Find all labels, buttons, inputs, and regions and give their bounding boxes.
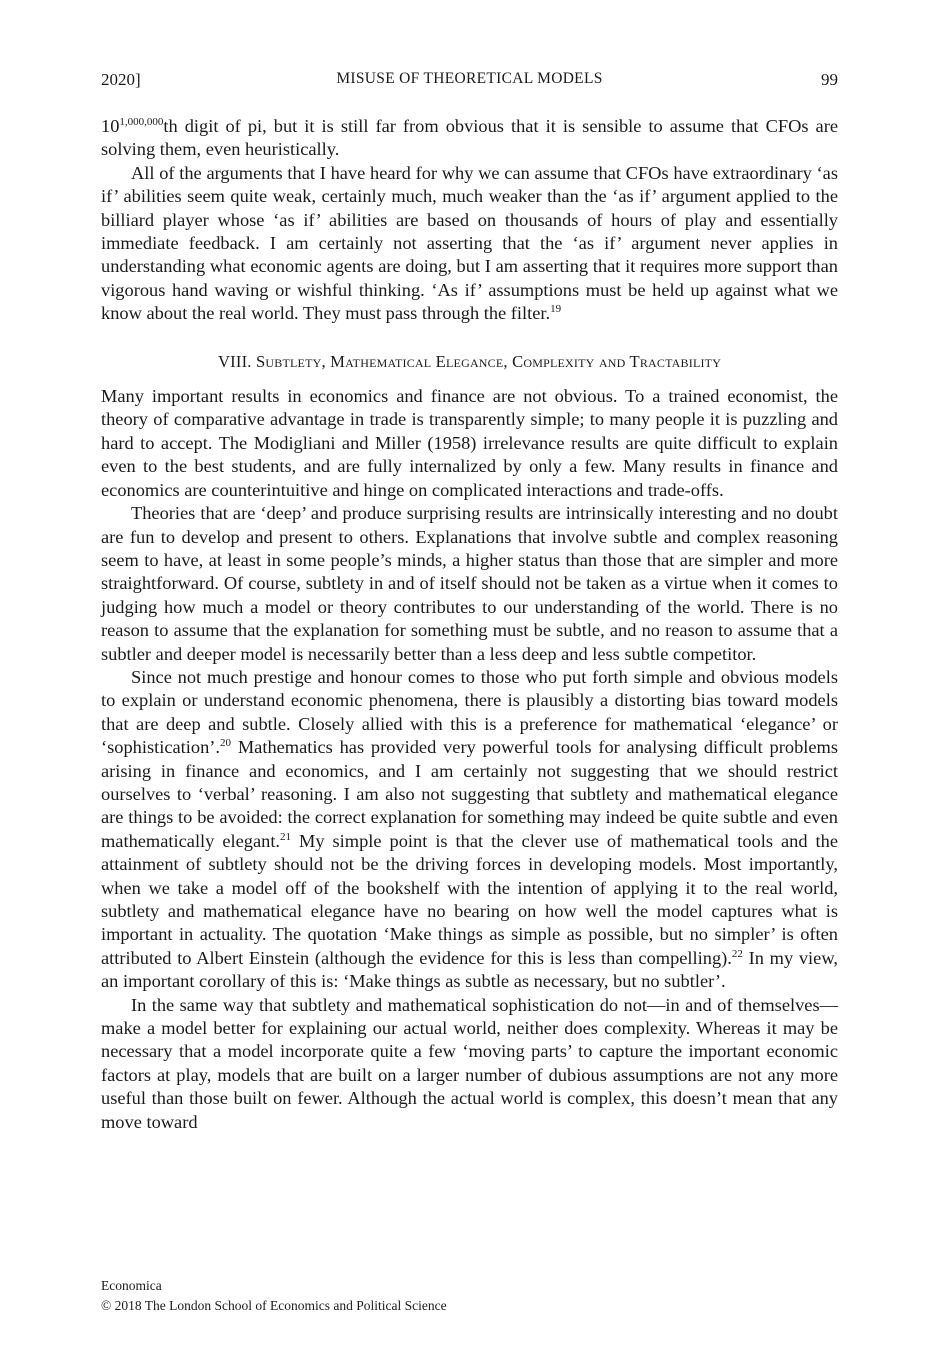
section-number: VIII.	[217, 351, 256, 371]
section-heading	[101, 350, 838, 373]
paragraph-text: th digit of pi, but it is still far from obvious that it is sensible to assume that CFOs are solving them, even heuristically.	[101, 116, 838, 160]
paragraph	[101, 162, 838, 326]
paragraph	[101, 385, 838, 502]
paragraph	[101, 994, 838, 1134]
journal-name: Economica	[101, 1278, 162, 1293]
paragraph-text: Since not much prestige and honour comes to those who put forth simple and obvious models to explain or understand economic phenomena, there is plausibly a distorting bias toward models that are deep and subtle. Closely allied with this is a preference for mathematical ‘elegance’ or ‘sophistication’.	[101, 666, 838, 758]
footnote-ref-20: 20	[220, 737, 232, 750]
paragraph-text: In the same way that subtlety and mathematical sophistication do not—in and of themselves—make a model better for explaining our actual world, neither does complexity. Whereas it may be necessary that a model incorporate quite a few ‘moving parts’ to capture the important economic factors at play, models that are built on a larger number of dubious assumptions are not any more useful than those built on fewer. Although the actual world is complex, this doesn’t mean that any move toward	[101, 994, 838, 1132]
paragraph-text: Theories that are ‘deep’ and produce surprising results are intrinsically interesting and no doubt are fun to develop and present to others. Explanations that involve subtle and complex reasoning seem to have, at least in some people’s minds, a higher status than those that are simpler and more straightforward. Of course, subtlety in and of itself should not be taken as a virtue when it comes to judging how much a model or theory contributes to our understanding of the world. There is no reason to assume that the explanation for something must be subtle, and no reason to assume that a subtler and deeper model is necessarily better than a less deep and less subtle competitor.	[101, 503, 838, 664]
paragraph	[101, 666, 838, 994]
article-body	[101, 115, 838, 1134]
running-header	[101, 70, 838, 94]
page-number: 99	[821, 70, 838, 89]
paragraph-continuation	[101, 115, 838, 162]
paragraph-text: All of the arguments that I have heard for why we can assume that CFOs have extraordinary ‘as if’ abilities seem quite weak, certainly much, much weaker than the ‘as if’ argument applied to the billiard player whose ‘as if’ abilities are based on thousands of hours of play and essentially immediate feedback. I am certainly not asserting that the ‘as if’ argument never applies in understanding what economic agents are doing, but I am asserting that it requires more support than vigorous hand waving or wishful thinking. ‘As if’ assumptions must be held up against what we know about the real world. They must pass through the filter.	[101, 162, 838, 324]
power-exponent: 1,000,000	[119, 116, 164, 128]
paragraph-text: In my view, an important corollary of this is: ‘Make things as subtle as necessary, but no subtler’.	[101, 947, 839, 992]
paragraph	[101, 502, 838, 666]
paragraph-text: Many important results in economics and finance are not obvious. To a trained economist, the theory of comparative advantage in trade is transparently simple; to many people it is puzzling and hard to accept. The Modigliani and Miller (1958) irrelevance results are quite difficult to explain even to the best students, and are fully internalized by only a few. Many results in finance and economics are counterintuitive and hinge on complicated interactions and trade-offs.	[101, 386, 838, 500]
running-title: MISUSE OF THEORETICAL MODELS	[336, 70, 603, 87]
page-footer	[101, 1276, 447, 1316]
power-base: 10	[101, 116, 120, 136]
header-year: 2020]	[101, 70, 141, 89]
section-title: Subtlety, Mathematical Elegance, Complexity and Tractability	[256, 351, 722, 371]
copyright-notice: © 2018 The London School of Economics and Political Science	[101, 1298, 447, 1313]
paragraph-text: My simple point is that the clever use of mathematical tools and the attainment of subtlety should not be the driving forces in developing models. Most importantly, when we take a model off of the bookshelf with the intention of applying it to the real world, subtlety and mathematical elegance have no bearing on how well the model captures what is important in actuality. The quotation ‘Make things as simple as possible, but no simpler’ is often attributed to Albert Einstein (although the evidence for this is less than compelling).	[101, 830, 838, 968]
footnote-ref-22: 22	[731, 947, 743, 960]
footnote-ref-21: 21	[280, 830, 292, 843]
footnote-ref-19: 19	[550, 303, 562, 316]
paragraph-text: Mathematics has provided very powerful tools for analysing difficult problems arising in finance and economics, and I am certainly not suggesting that we should restrict ourselves to ‘verbal’ reasoning. I am also not suggesting that subtlety and mathematical elegance are things to be avoided: the correct explanation for something may indeed be quite subtle and even mathematically elegant.	[101, 737, 838, 851]
